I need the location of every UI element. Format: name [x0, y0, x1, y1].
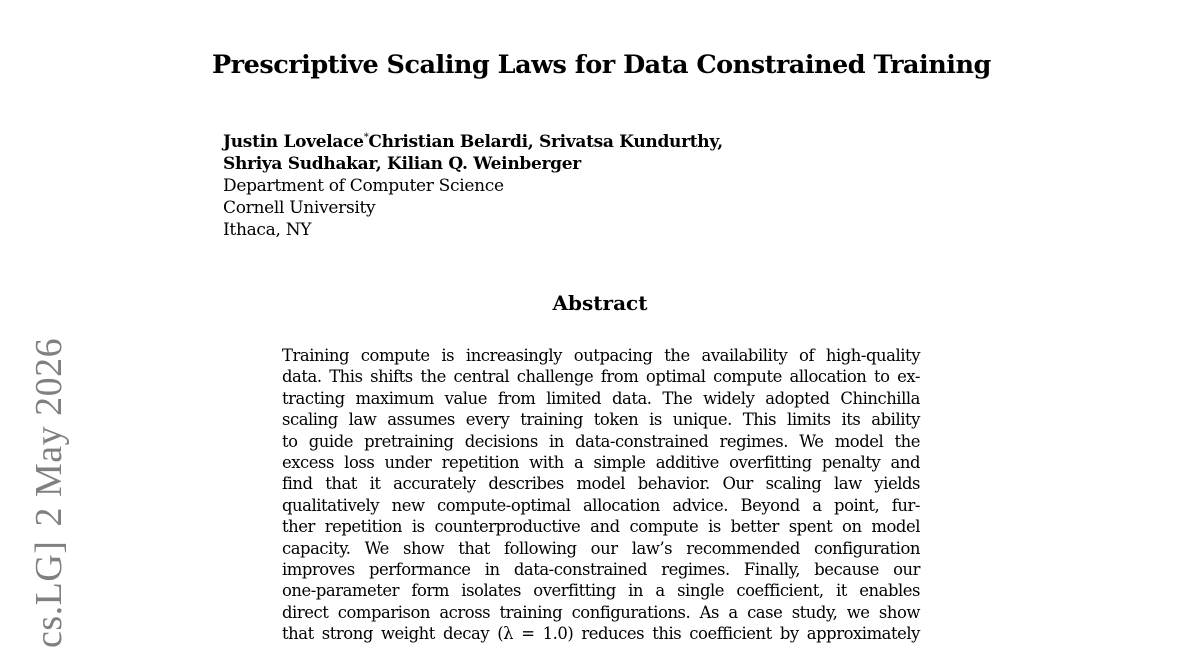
paper-title: Prescriptive Scaling Laws for Data Constrained Training [212, 50, 991, 80]
affiliation-university: Cornell University [223, 198, 376, 218]
footnote-marker: * [363, 132, 369, 143]
abstract-line: qualitatively new compute-optimal allocation advice. Beyond a point, fur- [282, 495, 920, 515]
abstract-line: Training compute is increasingly outpacing the availability of high-quality [282, 346, 920, 365]
abstract-heading: Abstract [552, 291, 648, 315]
abstract-line: tracting maximum value from limited data. The widely adopted Chinchilla [282, 388, 920, 408]
author-block [223, 127, 723, 241]
arxiv-category: cs.LG] [28, 540, 70, 648]
author-line-1 [223, 127, 723, 153]
abstract-body [282, 345, 920, 645]
abstract-line: that strong weight decay (λ = 1.0) reduces this coefficient by approximately [282, 624, 920, 644]
abstract-line: capacity. We show that following our law’s recommended configuration [282, 538, 920, 558]
abstract-line: one-parameter form isolates overfitting in a single coefficient, it enables [282, 581, 920, 601]
author-names-rest: Christian Belardi, Srivatsa Kundurthy, [368, 132, 723, 152]
abstract-line: improves performance in data-constrained regimes. Finally, because our [282, 560, 920, 580]
affiliation-location: Ithaca, NY [223, 220, 312, 240]
author-line-2: Shriya Sudhakar, Kilian Q. Weinberger [223, 154, 581, 174]
affiliation-department: Department of Computer Science [223, 176, 504, 196]
abstract-line: to guide pretraining decisions in data-constrained regimes. We model the [282, 431, 920, 451]
arxiv-date: 2 May 2026 [28, 337, 70, 527]
arxiv-sidebar-stamp [26, 338, 72, 648]
abstract-line: excess loss under repetition with a simple additive overfitting penalty and [282, 453, 920, 473]
abstract-line: direct comparison across training configurations. As a case study, we show [282, 602, 920, 622]
abstract-line: scaling law assumes every training token is unique. This limits its ability [282, 410, 920, 430]
abstract-line: ther repetition is counterproductive and compute is better spent on model [282, 517, 920, 537]
abstract-line: find that it accurately describes model behavior. Our scaling law yields [282, 474, 920, 494]
abstract-line: data. This shifts the central challenge from optimal compute allocation to ex- [282, 367, 920, 387]
author-name-first: Justin Lovelace [223, 132, 364, 152]
